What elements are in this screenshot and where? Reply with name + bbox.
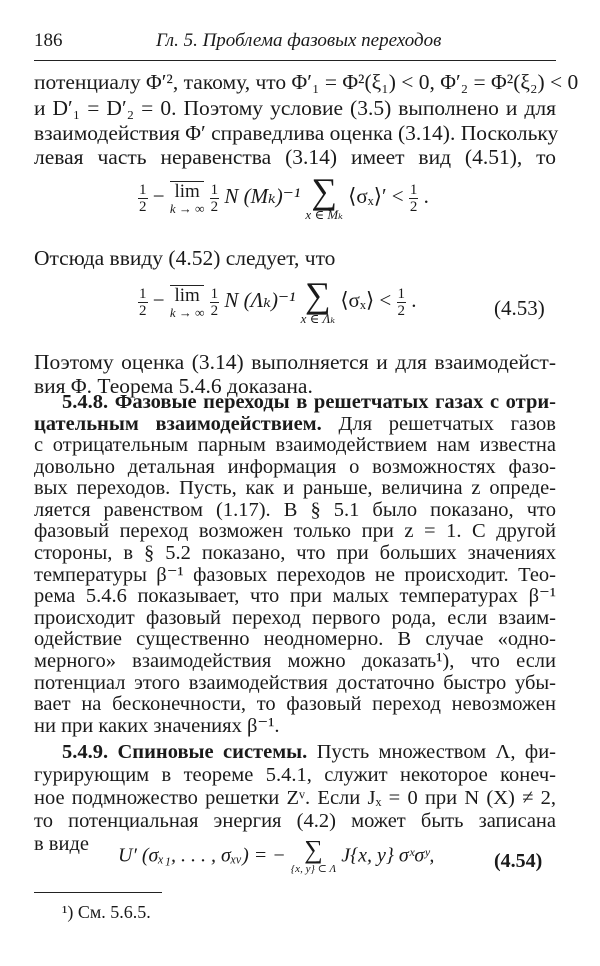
text-line: фазовый переход возможен только при z = 1. С другой (34, 520, 556, 543)
section-heading-5-4-8: 5.4.8. Фазовые переходы в решетчатых газах с отри- (62, 391, 556, 413)
footnote: ¹) См. 5.6.5. (62, 902, 151, 922)
section-heading-5-4-9: 5.4.9. Спиновые системы. Пусть множеством Λ, фи- (62, 741, 556, 763)
factor: N (Mₖ)⁻¹ (224, 183, 301, 208)
text-line: взаимодействия Φ′ справедлива оценка (3.14). Поскольку (34, 121, 559, 145)
fraction: $\frac{1}{2}$ (139, 285, 147, 319)
footnote-rule (34, 892, 162, 893)
equation-number: (4.53) (494, 296, 545, 320)
text-line: одействие существенно неодномерно. В случае «одно- (34, 628, 556, 651)
factor: N (Λₖ)⁻¹ (224, 287, 296, 312)
text-line: довольно детальная информация о возможностях фазо- (34, 455, 556, 478)
text-line: с отрицательным парным взаимодействием нам известна (34, 434, 556, 456)
text-line: и D′₁ = D′₂ = 0. Поэтому условие (3.5) выполнено и для (34, 96, 556, 120)
summation: ∑ x ∈ Λₖ (300, 275, 336, 326)
text-line: мерного» взаимодействия можно доказать¹), что если (34, 650, 556, 672)
fraction: $\frac{1}{2}$ (210, 181, 219, 215)
text-line: в виде (34, 833, 89, 855)
text-line: то потенциальная энергия (4.2) может быть записана (34, 810, 556, 832)
text-line: потенциалу Φ′², такому, что Φ′₁ = Φ²(ξ₁) < 0, Φ′₂ = Φ²(ξ₂) < 0 (34, 70, 579, 94)
text-line: ное подмножество решетки Zᵛ. Если Jₓ = 0 при N (X) ≠ 2, (34, 787, 556, 809)
text-line: гурирующим в теореме 5.4.1, служит некоторое конеч- (34, 764, 556, 786)
limsup: lim k → ∞ (169, 180, 205, 216)
text-line: вает на бесконечности, то фазовый переход невозможен (34, 693, 556, 716)
limsup: lim k → ∞ (169, 284, 205, 320)
text-line: цательным взаимодействием. Для решетчатых газов (34, 413, 556, 435)
running-title: Гл. 5. Проблема фазовых переходов (156, 30, 442, 51)
text-line: Поэтому оценка (3.14) выполняется и для взаимодейст- (34, 350, 556, 374)
text-line: ляется равенством (1.17). В § 5.1 было показано, что (34, 498, 556, 521)
page-number: 186 (34, 30, 63, 51)
header-rule (34, 60, 556, 61)
text-line: ни при каких значениях β⁻¹. (34, 714, 280, 737)
formula-1: $\frac{1}{2}$ − lim k → ∞ $\frac{1}{2}$ N (Mₖ)⁻¹ ∑ x ∈ Mₖ ⟨σₓ⟩′ < $\frac{1}{2}$ . (139, 171, 429, 222)
lhs: U′ (σₓ₁, . . . , σₓᵥ) = − (118, 844, 286, 867)
text-line: левая часть неравенства (3.14) имеет вид (4.51), то (34, 145, 556, 169)
fraction: $\frac{1}{2}$ (139, 181, 147, 215)
text-line: стороны, в § 5.2 показано, что при больших значениях (34, 542, 556, 564)
text-line: потенциал этого взаимодействия достаточно быстро убы- (34, 671, 556, 694)
text-line: Отсюда ввиду (4.52) следует, что (34, 246, 336, 270)
text-line: вия Φ. Теорема 5.4.6 доказана. (34, 374, 313, 398)
equation-number: (4.54) (494, 850, 543, 872)
text-line: происходит фазовый переход первого рода, если взаим- (34, 606, 556, 629)
text-line: рема 5.4.6 показывает, что при малых температурах β⁻¹ (34, 585, 556, 608)
sum-term: J{x, y} σˣσʸ, (336, 844, 435, 867)
formula-2: $\frac{1}{2}$ − lim k → ∞ $\frac{1}{2}$ N (Λₖ)⁻¹ ∑ x ∈ Λₖ ⟨σₓ⟩ < $\frac{1}{2}$ . (139, 275, 417, 326)
minus-sign: − (152, 183, 165, 208)
summation: ∑ x ∈ Mₖ (305, 171, 343, 222)
fraction: $\frac{1}{2}$ (397, 285, 405, 319)
text-line: температуры β⁻¹ фазовых переходов не происходит. Тео- (34, 563, 556, 586)
formula-3 (118, 835, 435, 876)
fraction: $\frac{1}{2}$ (210, 285, 219, 319)
text-line: вых переходов. Пусть, как и раньше, величина z опреде- (34, 477, 556, 500)
fraction: $\frac{1}{2}$ (409, 181, 418, 215)
minus-sign: − (152, 287, 165, 312)
summation: ∑ {x, y} ⊂ Λ (290, 835, 337, 875)
running-header (34, 30, 554, 56)
sum-term: ⟨σₓ⟩′ < (348, 183, 404, 208)
sum-term: ⟨σₓ⟩ < (340, 287, 392, 312)
